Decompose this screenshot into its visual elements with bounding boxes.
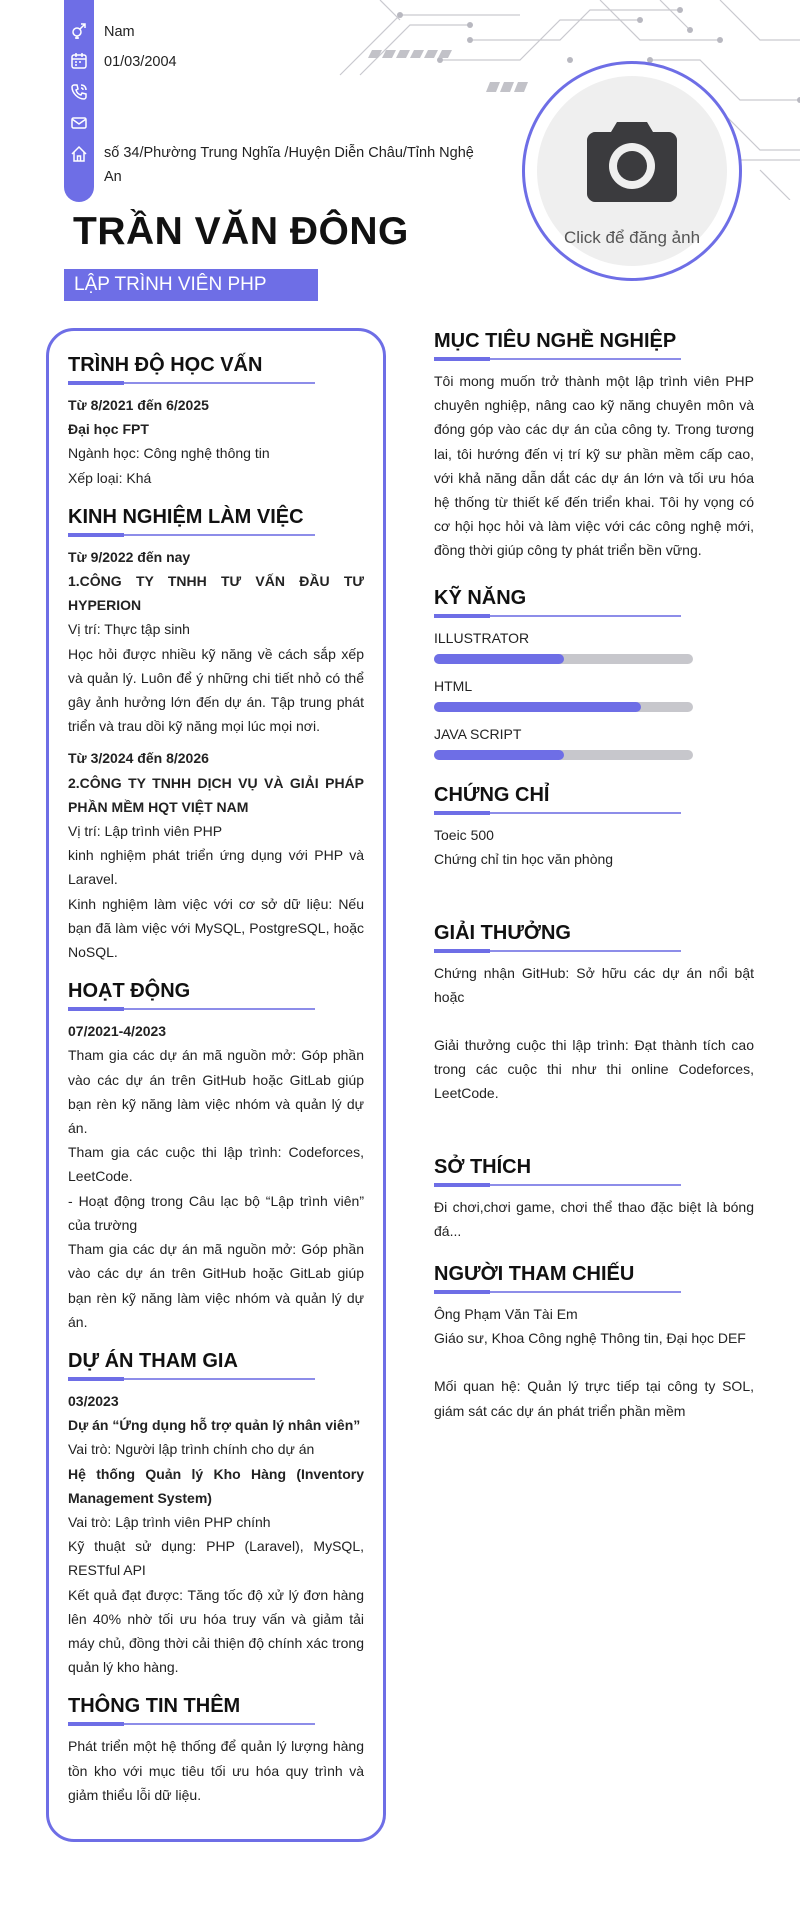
certificates-title: CHỨNG CHỈ: [434, 784, 550, 807]
project-role: Vai trò: Người lập trình chính cho dự án: [68, 1441, 315, 1458]
job-description: Kinh nghiệm làm việc với cơ sở dữ liệu: Nếu bạn đã làm việc với MySQL, PostgreSQL, hoặc NoSQL.: [68, 895, 364, 961]
extra-text: Phát triển một hệ thống để quản lý lượng hàng tồn kho với mục tiêu tối ưu hóa quy trình và giảm thiểu lỗi dữ liệu.: [68, 1738, 364, 1803]
certificate-item: Chứng chỉ tin học văn phòng: [434, 851, 614, 868]
objective-title: MỤC TIÊU NGHỀ NGHIỆP: [434, 330, 677, 352]
awards-divider: [434, 950, 681, 952]
camera-icon: [587, 114, 677, 204]
certificates-section: [434, 782, 754, 871]
experience-section: [68, 504, 364, 964]
skill-bar: [434, 750, 693, 760]
hobbies-divider: [434, 1184, 681, 1186]
project-tech: Kỹ thuật sử dụng: PHP (Laravel), MySQL, RESTful API: [68, 1538, 364, 1579]
activities-period: 07/2021-4/2023: [68, 1023, 167, 1040]
certificate-item: Toeic 500: [434, 827, 494, 844]
activities-divider: [68, 1008, 315, 1010]
extra-divider: [68, 1723, 315, 1725]
hobbies-section: [434, 1154, 754, 1243]
job-period: Từ 9/2022 đến nay: [68, 548, 191, 565]
objective-divider: [434, 358, 681, 360]
skills-divider: [434, 615, 681, 617]
education-rank: Xếp loại: Khá: [68, 469, 152, 486]
activity-item: Tham gia các cuộc thi lập trình: Codeforces, LeetCode.: [68, 1144, 364, 1185]
awards-section: [434, 920, 754, 1106]
hobbies-title: SỞ THÍCH: [434, 1155, 532, 1178]
education-divider: [68, 382, 315, 384]
activity-item: - Hoạt động trong Câu lạc bộ “Lập trình viên” của trường: [68, 1192, 364, 1233]
skills-section: [434, 585, 754, 761]
job-description: kinh nghiệm phát triển ứng dụng với PHP và Laravel.: [68, 847, 364, 888]
right-column: [434, 328, 754, 1423]
skill-fill: [434, 750, 564, 760]
dob-text: 01/03/2004: [104, 54, 177, 70]
job-title: LẬP TRÌNH VIÊN PHP: [64, 269, 318, 301]
certificates-divider: [434, 812, 681, 814]
experience-divider: [68, 534, 315, 536]
skills-title: KỸ NĂNG: [434, 586, 527, 609]
full-name: TRẦN VĂN ĐÔNG: [73, 210, 409, 253]
phone-icon: [69, 82, 89, 102]
education-school: Đại học FPT: [68, 421, 149, 438]
left-column: [68, 352, 364, 1807]
project-result: Kết quả đạt được: Tăng tốc độ xử lý đơn hàng lên 40% nhờ tối ưu hóa truy vấn và giảm tải máy chủ, đồng thời cải thiện độ chính xác trong quản lý kho hàng.: [68, 1586, 364, 1676]
education-major: Ngành học: Công nghệ thông tin: [68, 445, 270, 462]
job-company: 2.CÔNG TY TNHH DỊCH VỤ VÀ GIẢI PHÁP PHẦN MỀM HQT VIỆT NAM: [68, 774, 364, 815]
calendar-icon: [69, 51, 89, 71]
job-position: Vị trí: Lập trình viên PHP: [68, 823, 223, 840]
reference-name: Ông Phạm Văn Tài Em: [434, 1306, 578, 1323]
skill-bar: [434, 654, 693, 664]
references-section: [434, 1261, 754, 1423]
experience-title: KINH NGHIỆM LÀM VIỆC: [68, 505, 304, 528]
education-section: [68, 352, 364, 490]
projects-divider: [68, 1378, 315, 1380]
skill-fill: [434, 702, 641, 712]
references-title: NGƯỜI THAM CHIẾU: [434, 1263, 635, 1286]
references-divider: [434, 1291, 681, 1293]
gender-icon: [69, 20, 89, 40]
skill-name: ILLUSTRATOR: [434, 629, 530, 646]
activity-item: Tham gia các dự án mã nguồn mở: Góp phần vào các dự án trên GitHub hoặc GitLab giúp bạn rèn kỹ năng làm việc nhóm và quản lý dự án.: [68, 1241, 364, 1330]
job-period: Từ 3/2024 đến 8/2026: [68, 750, 209, 767]
activities-section: [68, 978, 364, 1334]
address-text: số 34/Phường Trung Nghĩa /Huyện Diễn Châu/Tỉnh Nghệ An: [104, 145, 474, 185]
award-item: Giải thưởng cuộc thi lập trình: Đạt thành tích cao trong các cuộc thi như thi online Codeforces, LeetCode.: [434, 1037, 754, 1102]
objective-section: [434, 328, 754, 563]
award-item: Chứng nhận GitHub: Sở hữu các dự án nổi bật hoặc: [434, 964, 754, 1005]
awards-title: GIẢI THƯỞNG: [434, 921, 571, 944]
project-name: Dự án “Ứng dụng hỗ trợ quản lý nhân viên”: [68, 1417, 361, 1434]
job-position: Vị trí: Thực tập sinh: [68, 621, 190, 638]
skill-name: HTML: [434, 677, 473, 694]
project-name: Hệ thống Quản lý Kho Hàng (Inventory Management System): [68, 1465, 364, 1506]
education-period: Từ 8/2021 đến 6/2025: [68, 397, 209, 413]
extra-section: [68, 1693, 364, 1807]
photo-upload[interactable]: [522, 61, 742, 281]
job-description: Học hỏi được nhiều kỹ năng về cách sắp xếp và quản lý. Luôn để ý những chi tiết nhỏ có thể gây ảnh hưởng lớn đến dự án. Tập trung phát triển và trau dồi kỹ năng mọi lúc mọi nơi.: [68, 645, 364, 735]
gender-text: Nam: [104, 24, 135, 40]
skill-bar: [434, 702, 693, 712]
hobbies-text: Đi chơi,chơi game, chơi thể thao đặc biệt là bóng đá...: [434, 1198, 754, 1239]
email-icon: [69, 113, 89, 133]
activity-item: Tham gia các dự án mã nguồn mở: Góp phần vào các dự án trên GitHub hoặc GitLab giúp bạn rèn kỹ năng làm việc nhóm và quản lý dự án.: [68, 1047, 364, 1137]
activities-title: HOẠT ĐỘNG: [68, 980, 191, 1003]
skill-fill: [434, 654, 564, 664]
project-role: Vai trò: Lập trình viên PHP chính: [68, 1513, 271, 1530]
home-icon: [69, 144, 89, 164]
job-company: 1.CÔNG TY TNHH TƯ VẤN ĐẦU TƯ HYPERION: [68, 573, 364, 614]
skill-name: JAVA SCRIPT: [434, 726, 522, 743]
projects-period: 03/2023: [68, 1392, 119, 1409]
education-title: TRÌNH ĐỘ HỌC VẤN: [68, 354, 263, 376]
projects-section: [68, 1348, 364, 1679]
objective-text: Tôi mong muốn trở thành một lập trình viên PHP chuyên nghiệp, nâng cao kỹ năng chuyên môn và đóng góp vào các dự án của công ty. Trong tương lai, tôi hướng đến vị trí kỹ sư phần mềm cấp cao, với khả năng dẫn dắt các dự án lớn và tối ưu hóa hệ thống từ thiết kế đến triển khai. Tôi hy vọng có cơ hội học hỏi và làm việc với các công nghệ mới, đồng thời giúp công ty phát triển bền vững.: [434, 373, 754, 559]
reference-relation: Mối quan hệ: Quản lý trực tiếp tại công ty SOL, giám sát các dự án phát triển phần mềm: [434, 1378, 754, 1419]
projects-title: DỰ ÁN THAM GIA: [68, 1349, 238, 1372]
photo-caption: Click để đăng ảnh: [563, 228, 701, 247]
photo-placeholder[interactable]: [537, 76, 727, 266]
extra-title: THÔNG TIN THÊM: [68, 1695, 241, 1718]
reference-position: Giáo sư, Khoa Công nghệ Thông tin, Đại học DEF: [434, 1330, 746, 1347]
